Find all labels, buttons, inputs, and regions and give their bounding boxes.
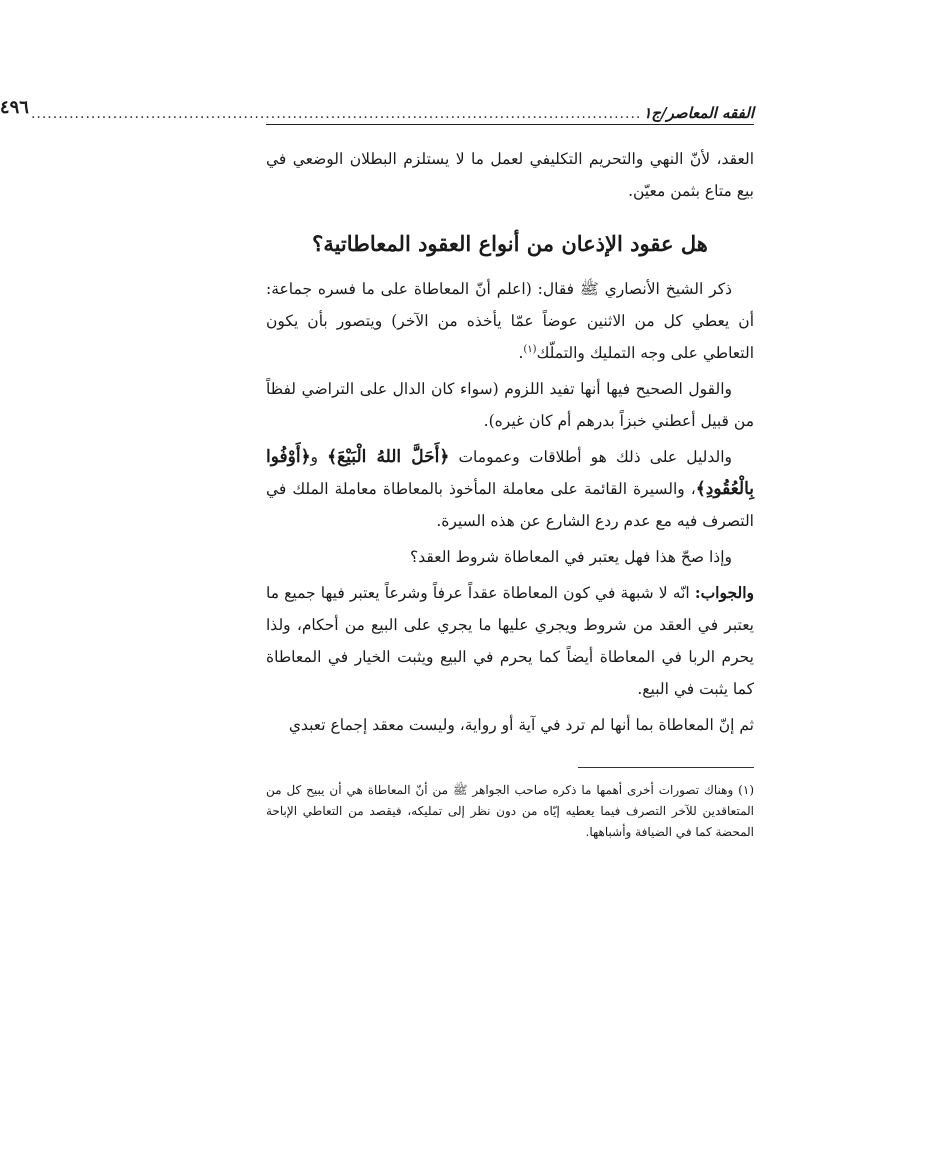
footnotes (266, 780, 754, 843)
paragraph-4-text-c: ، والسيرة القائمة على معاملة المأخوذ بالمعاطاة معاملة الملك في التصرف فيه مع عدم ردع الشارع عن هذه السيرة. (266, 480, 754, 530)
paragraph-2-text: ذكر الشيخ الأنصاري ﷺ فقال: (اعلم أنّ المعاطاة على ما فسره جماعة: أن يعطي كل من الاثنين عوضاً عمّا يأخذه من الآخر) ويتصور بأن يكون التعاطي على وجه التمليك والتملّك (266, 280, 754, 362)
answer-label: والجواب: (694, 583, 754, 602)
leader-dots: ................................................................................................................ (30, 106, 642, 122)
paragraph-5: وإذا صحّ هذا فهل يعتبر في المعاطاة شروط العقد؟ (410, 548, 732, 566)
running-title: الفقه المعاصر/ج١ (643, 104, 754, 122)
footnote-1: (١) وهناك تصورات أخرى أهمها ما ذكره صاحب الجواهر ﷺ من أنّ المعاطاة هي أن يبيح كل من المتعاقدين للآخر التصرف فيما يعطيه إيّاه من دون نظر إلى تمليكه، فيقصد من التعاطي الإباحة المحضة كما في الضيافة وأشباهها. (266, 783, 755, 839)
paragraph-6 (266, 577, 754, 705)
section-heading: هل عقود الإذعان من أنواع العقود المعاطاتية؟ (312, 231, 708, 256)
paragraph-4-text-b: و (310, 448, 319, 466)
paragraph-1: العقد، لأنّ النهي والتحريم التكليفي لعمل ما لا يستلزم البطلان الوضعي في بيع متاع بثمن معيّن. (266, 150, 754, 200)
paragraph-2-end: . (518, 344, 524, 362)
quran-verse-2: ﴿أَوْفُوا بِالْعُقُودِ﴾ (266, 447, 754, 499)
footnote-separator (578, 767, 754, 768)
paragraph-3: والقول الصحيح فيها أنها تفيد اللزوم (سواء كان الدال على التراضي لفظاً من قبيل أعطني خبزاً بدرهم أم كان غيره). (266, 380, 754, 430)
paragraph-4 (266, 441, 754, 537)
paragraph-6-text: انّه لا شبهة في كون المعاطاة عقداً عرفاً وشرعاً يعتبر فيها جميع ما يعتبر في العقد من شروط ويجري عليها ما يجري على البيع من أحكام، ولذا يحرم الربا في المعاطاة أيضاً كما يحرم في البيع ويثبت الخيار في المعاطاة كما يثبت في البيع. (266, 584, 754, 698)
body-text (266, 143, 754, 741)
book-page (0, 92, 755, 843)
footnote-ref-1: (١) (523, 343, 537, 355)
paragraph-7: ثم إنّ المعاطاة بما أنها لم ترد في آية أو رواية، وليست معقد إجماع تعبدي (288, 716, 754, 734)
quran-verse-1: ﴿أَحَلَّ اللهُ الْبَيْعَ﴾ (327, 447, 450, 467)
page-number: ٤٩٦ (0, 97, 29, 118)
running-header (0, 92, 754, 125)
paragraph-4-text-a: والدليل على ذلك هو أطلاقات وعمومات (458, 448, 732, 466)
paragraph-2 (266, 273, 754, 369)
